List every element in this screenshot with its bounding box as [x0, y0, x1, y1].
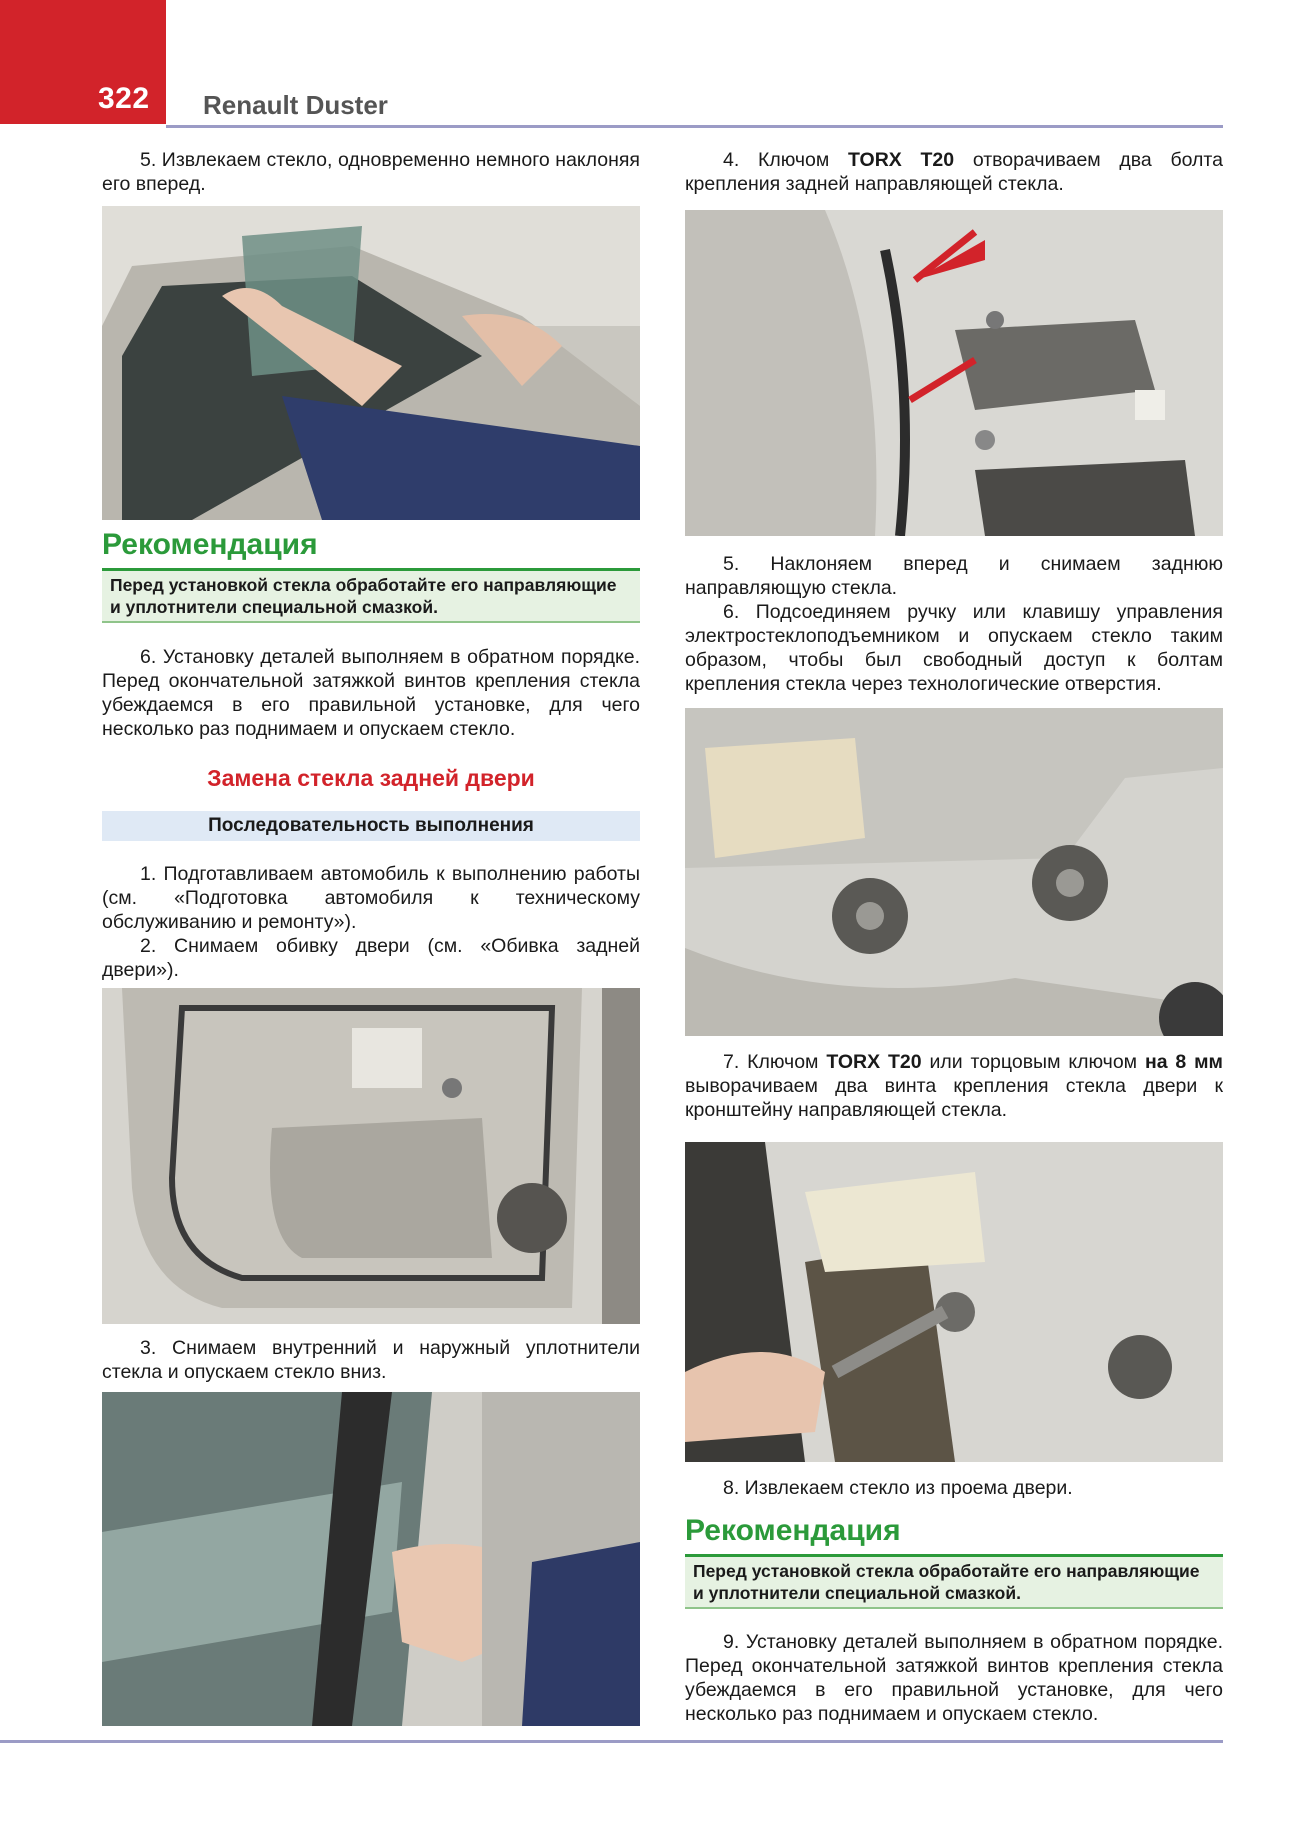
right-step-8: 8. Извлекаем стекло из проема двери.: [723, 1477, 1073, 1499]
left-step-3: 3. Снимаем внутренний и наружный уплотнители стекла и опускаем стекло вниз.: [102, 1337, 640, 1383]
left-recommendation-title: Рекомендация: [102, 528, 318, 561]
right-step-6: 6. Подсоединяем ручку или клавишу управления электростеклоподъемником и опускаем стекло таким образом, чтобы был свободный доступ к болтам крепления стекла через технологические отверстия.: [685, 601, 1223, 695]
photo-door-panel: [102, 988, 640, 1324]
right-step-4-tool: TORX T20: [848, 149, 955, 171]
right-step-7-tool: TORX T20: [826, 1051, 922, 1073]
left-step-2: 2. Снимаем обивку двери (см. «Обивка задней двери»).: [102, 935, 640, 981]
left-recommendation-box: [102, 568, 640, 623]
left-step-6: 6. Установку деталей выполняем в обратном порядке. Перед окончательной затяжкой винтов крепления стекла убеждаемся в его правильной установке, для чего несколько раз поднимаем и опускаем стекло.: [102, 646, 640, 740]
book-title: Renault Duster: [203, 90, 388, 120]
photo-removing-glass: [102, 206, 640, 520]
photo-unscrewing-glass-screws: [685, 1142, 1223, 1462]
right-recommendation-text: Перед установкой стекла обработайте его направляющие и уплотнители специальной смазкой.: [693, 1561, 1200, 1603]
right-step-7: [685, 1050, 1223, 1122]
photo-technological-holes: [685, 708, 1223, 1036]
left-recommendation-text: Перед установкой стекла обработайте его направляющие и уплотнители специальной смазкой.: [110, 575, 617, 617]
right-step-7-part-e: выворачиваем два винта крепления стекла двери к кронштейну направляющей стекла.: [685, 1075, 1223, 1121]
page-number: 322: [98, 82, 150, 115]
right-step-5: 5. Наклоняем вперед и снимаем заднюю направляющую стекла.: [685, 553, 1223, 599]
photo-lowering-glass: [102, 1392, 640, 1726]
right-recommendation-title: Рекомендация: [685, 1514, 901, 1547]
right-step-4-part-c: отворачиваем два болта крепления задней направляющей стекла.: [685, 149, 1223, 195]
sequence-title-bar: Последовательность выполнения: [102, 811, 640, 841]
header-rule: [166, 125, 1223, 128]
right-recommendation-box: [685, 1554, 1223, 1609]
left-step-1: 1. Подготавливаем автомобиль к выполнению работы (см. «Подготовка автомобиля к техническому обслуживанию и ремонту»).: [102, 863, 640, 933]
right-step-7-part-c: или торцовым ключом: [921, 1051, 1145, 1073]
left-step-5: 5. Извлекаем стекло, одновременно немного наклоняя его вперед.: [102, 149, 640, 195]
right-step-7-part-a: 7. Ключом: [723, 1051, 827, 1073]
right-step-9: 9. Установку деталей выполняем в обратном порядке. Перед окончательной затяжкой винтов крепления стекла убеждаемся в его правильной установке, для чего несколько раз поднимаем и опускаем стекло.: [685, 1631, 1223, 1725]
photo-rear-guide-bolts: [685, 210, 1223, 536]
right-step-7-size: на 8 мм: [1144, 1051, 1223, 1073]
section-title: Замена стекла задней двери: [207, 765, 535, 791]
right-step-4-part-a: 4. Ключом: [723, 149, 848, 171]
right-step-4: [685, 148, 1223, 196]
footer-rule: [0, 1740, 1223, 1743]
